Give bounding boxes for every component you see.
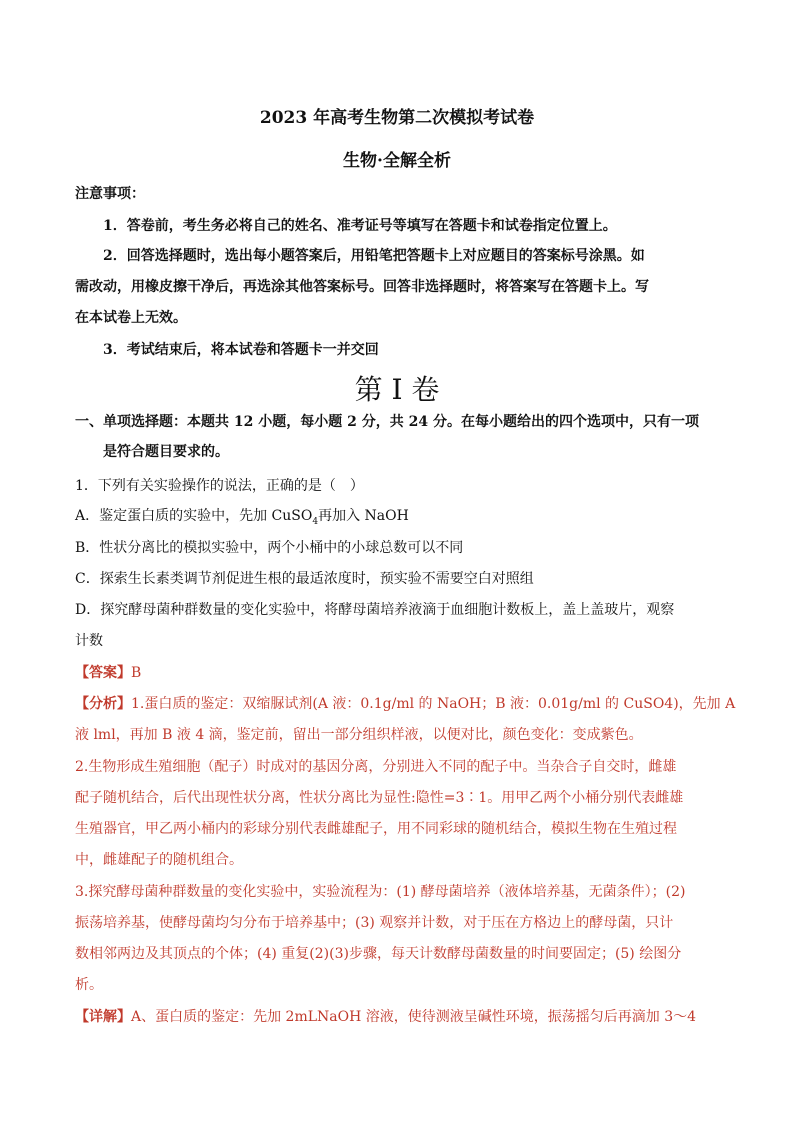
analysis-line-1 (75, 694, 736, 714)
analysis-p3-line-4: 析。 (75, 977, 103, 993)
analysis-p1-line-1: 1.蛋白质的鉴定：双缩脲试剂(A 液：0.1g/ml 的 NaOH；B 液：0.01g/ml 的 CuSO4)，先加 A (131, 696, 736, 712)
option-d-line-2: 计数 (75, 633, 103, 649)
analysis-p2-line-1: 2.生物形成生殖细胞（配子）时成对的基因分离，分别进入不同的配子中。当杂合子自交时，雌雄 (75, 759, 677, 775)
exam-title: 2023 年高考生物第二次模拟考试卷 (259, 108, 535, 128)
analysis-p2-line-3: 生殖器官，甲乙两小桶内的彩球分别代表雌雄配子，用不同彩球的随机结合，模拟生物在生殖过程 (75, 821, 677, 837)
analysis-p3-line-1: 3.探究酵母菌种群数量的变化实验中，实验流程为：(1) 酵母菌培养（液体培养基，无菌条件）；(2) (75, 884, 686, 900)
exam-subtitle: 生物·全解全析 (343, 151, 451, 171)
notes-item-3: 3．考试结束后，将本试卷和答题卡一并交回 (103, 342, 379, 358)
section-heading-line-2: 是符合题目要求的。 (103, 444, 229, 460)
answer-tag: 【答案】 (75, 665, 131, 681)
option-a-text-end: 再加入 NaOH (318, 508, 409, 524)
option-c: C．探索生长素类调节剂促进生根的最适浓度时，预实验不需要空白对照组 (75, 571, 534, 587)
detail-tag: 【详解】 (75, 1009, 131, 1025)
notes-item-1: 1．答卷前，考生务必将自己的姓名、准考证号等填写在答题卡和试卷指定位置上。 (103, 218, 617, 234)
option-d-line-1: D．探究酵母菌种群数量的变化实验中，将酵母菌培养液滴于血细胞计数板上，盖上盖玻片，观察 (75, 602, 675, 618)
answer-value: B (131, 665, 142, 681)
question-stem: 1．下列有关实验操作的说法，正确的是（ ） (75, 478, 364, 494)
option-b: B．性状分离比的模拟实验中，两个小桶中的小球总数可以不同 (75, 540, 464, 556)
notes-item-2-line-2: 需改动，用橡皮擦干净后，再选涂其他答案标号。回答非选择题时，将答案写在答题卡上。写 (75, 279, 649, 295)
detail-line-1 (75, 1007, 723, 1027)
analysis-p2-line-4: 中，雌雄配子的随机组合。 (75, 852, 243, 868)
analysis-p3-line-2: 振荡培养基，使酵母菌均匀分布于培养基中；(3) 观察并计数，对于压在方格边上的酵母菌，只计 (75, 915, 674, 931)
volume-heading: 第 I 卷 (354, 373, 440, 406)
option-a (75, 506, 723, 532)
notes-heading: 注意事项： (75, 186, 145, 202)
analysis-p3-line-3: 数相邻两边及其顶点的个体；(4) 重复(2)(3)步骤，每天计数酵母菌数量的时间要固定；(5) 绘图分 (75, 946, 682, 962)
analysis-p2-line-2: 配子随机结合，后代出现性状分离，性状分离比为显性:隐性=3∶1。用甲乙两个小桶分别代表雌雄 (75, 790, 684, 806)
notes-item-2-line-3: 在本试卷上无效。 (75, 310, 187, 326)
notes-item-2-line-1: 2．回答选择题时，选出每小题答案后，用铅笔把答题卡上对应题目的答案标号涂黑。如 (103, 248, 645, 264)
answer-line (75, 663, 723, 683)
detail-text: A、蛋白质的鉴定：先加 2mLNaOH 溶液，使待测液呈碱性环境，振荡摇匀后再滴加 3～4 (131, 1009, 697, 1025)
option-a-text: A．鉴定蛋白质的实验中，先加 CuSO (75, 508, 313, 524)
section-heading-line-1: 一、单项选择题：本题共 12 小题，每小题 2 分，共 24 分。在每小题给出的四个选项中，只有一项 (75, 414, 699, 430)
analysis-tag: 【分析】 (75, 696, 131, 712)
analysis-p1-line-2: 液 lml，再加 B 液 4 滴，鉴定前，留出一部分组织样液，以便对比，颜色变化：变成紫色。 (75, 727, 643, 743)
option-a-subscript: 4 (312, 516, 319, 527)
